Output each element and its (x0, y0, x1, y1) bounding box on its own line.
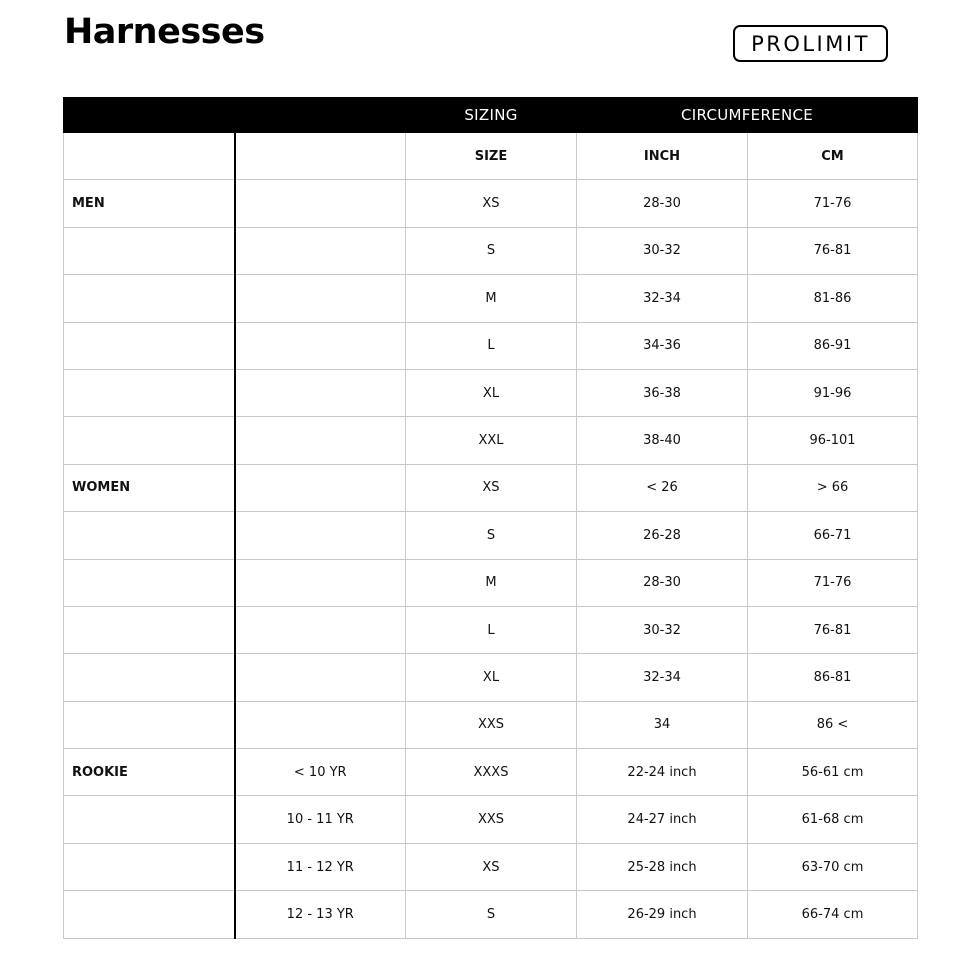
circumference-header: CIRCUMFERENCE (577, 98, 918, 133)
cm-cell: 56-61 cm (748, 749, 918, 796)
category-cell (64, 843, 235, 890)
table-row (64, 322, 918, 369)
table-row (64, 180, 918, 227)
inch-cell: 34 (577, 701, 748, 748)
age-cell (235, 417, 406, 464)
size-cell: S (406, 891, 577, 938)
size-cell: XXS (406, 701, 577, 748)
age-cell: 11 - 12 YR (235, 843, 406, 890)
inch-cell: 36-38 (577, 369, 748, 416)
inch-column-header: INCH (577, 133, 748, 180)
age-cell (235, 322, 406, 369)
category-cell (64, 654, 235, 701)
table-row (64, 701, 918, 748)
category-cell (64, 275, 235, 322)
inch-cell: 25-28 inch (577, 843, 748, 890)
size-cell: S (406, 512, 577, 559)
table-row (64, 606, 918, 653)
cm-cell: 71-76 (748, 559, 918, 606)
size-cell: XL (406, 654, 577, 701)
age-cell: < 10 YR (235, 749, 406, 796)
header-band-spacer (64, 98, 235, 133)
inch-cell: 30-32 (577, 227, 748, 274)
table-row (64, 227, 918, 274)
table-row (64, 891, 918, 938)
inch-cell: 28-30 (577, 559, 748, 606)
table-row (64, 464, 918, 511)
category-cell: MEN (64, 180, 235, 227)
category-cell: ROOKIE (64, 749, 235, 796)
size-cell: M (406, 559, 577, 606)
category-cell (64, 369, 235, 416)
size-cell: XL (406, 369, 577, 416)
size-cell: XS (406, 464, 577, 511)
inch-cell: 26-29 inch (577, 891, 748, 938)
cm-cell: 86 < (748, 701, 918, 748)
size-cell: XS (406, 843, 577, 890)
table-row (64, 417, 918, 464)
cm-cell: 81-86 (748, 275, 918, 322)
size-chart-table (63, 97, 918, 939)
inch-cell: 34-36 (577, 322, 748, 369)
cm-cell: 61-68 cm (748, 796, 918, 843)
size-cell: L (406, 606, 577, 653)
category-cell (64, 606, 235, 653)
category-cell (64, 701, 235, 748)
age-cell (235, 654, 406, 701)
inch-cell: 32-34 (577, 275, 748, 322)
age-column-header (235, 133, 406, 180)
inch-cell: 32-34 (577, 654, 748, 701)
size-column-header: SIZE (406, 133, 577, 180)
cm-cell: 91-96 (748, 369, 918, 416)
inch-cell: 28-30 (577, 180, 748, 227)
age-cell (235, 606, 406, 653)
header-band (64, 98, 918, 133)
cm-cell: 66-74 cm (748, 891, 918, 938)
size-cell: L (406, 322, 577, 369)
size-cell: S (406, 227, 577, 274)
category-column-header (64, 133, 235, 180)
size-cell: XXXS (406, 749, 577, 796)
category-cell: WOMEN (64, 464, 235, 511)
inch-cell: < 26 (577, 464, 748, 511)
category-cell (64, 417, 235, 464)
category-cell (64, 322, 235, 369)
inch-cell: 38-40 (577, 417, 748, 464)
cm-cell: 86-81 (748, 654, 918, 701)
brand-logo: PROLIMIT (733, 25, 888, 62)
table-row (64, 512, 918, 559)
age-cell (235, 369, 406, 416)
inch-cell: 24-27 inch (577, 796, 748, 843)
age-cell (235, 275, 406, 322)
page-title: Harnesses (64, 12, 265, 52)
cm-cell: > 66 (748, 464, 918, 511)
cm-cell: 66-71 (748, 512, 918, 559)
inch-cell: 22-24 inch (577, 749, 748, 796)
inch-cell: 26-28 (577, 512, 748, 559)
cm-cell: 96-101 (748, 417, 918, 464)
category-cell (64, 891, 235, 938)
size-cell: XS (406, 180, 577, 227)
cm-cell: 71-76 (748, 180, 918, 227)
table-row (64, 796, 918, 843)
cm-cell: 86-91 (748, 322, 918, 369)
inch-cell: 30-32 (577, 606, 748, 653)
table-row (64, 275, 918, 322)
size-cell: XXL (406, 417, 577, 464)
table-row (64, 559, 918, 606)
age-cell (235, 227, 406, 274)
age-cell (235, 559, 406, 606)
cm-cell: 76-81 (748, 227, 918, 274)
age-cell (235, 701, 406, 748)
category-cell (64, 512, 235, 559)
size-cell: XXS (406, 796, 577, 843)
age-cell: 12 - 13 YR (235, 891, 406, 938)
category-cell (64, 796, 235, 843)
age-cell (235, 512, 406, 559)
age-cell: 10 - 11 YR (235, 796, 406, 843)
category-cell (64, 227, 235, 274)
header-band-spacer (235, 98, 406, 133)
age-cell (235, 180, 406, 227)
column-header-row (64, 133, 918, 180)
cm-cell: 76-81 (748, 606, 918, 653)
sizing-header: SIZING (406, 98, 577, 133)
table-row (64, 369, 918, 416)
category-cell (64, 559, 235, 606)
table-row (64, 749, 918, 796)
cm-column-header: CM (748, 133, 918, 180)
table-row (64, 843, 918, 890)
age-cell (235, 464, 406, 511)
size-cell: M (406, 275, 577, 322)
table-row (64, 654, 918, 701)
cm-cell: 63-70 cm (748, 843, 918, 890)
